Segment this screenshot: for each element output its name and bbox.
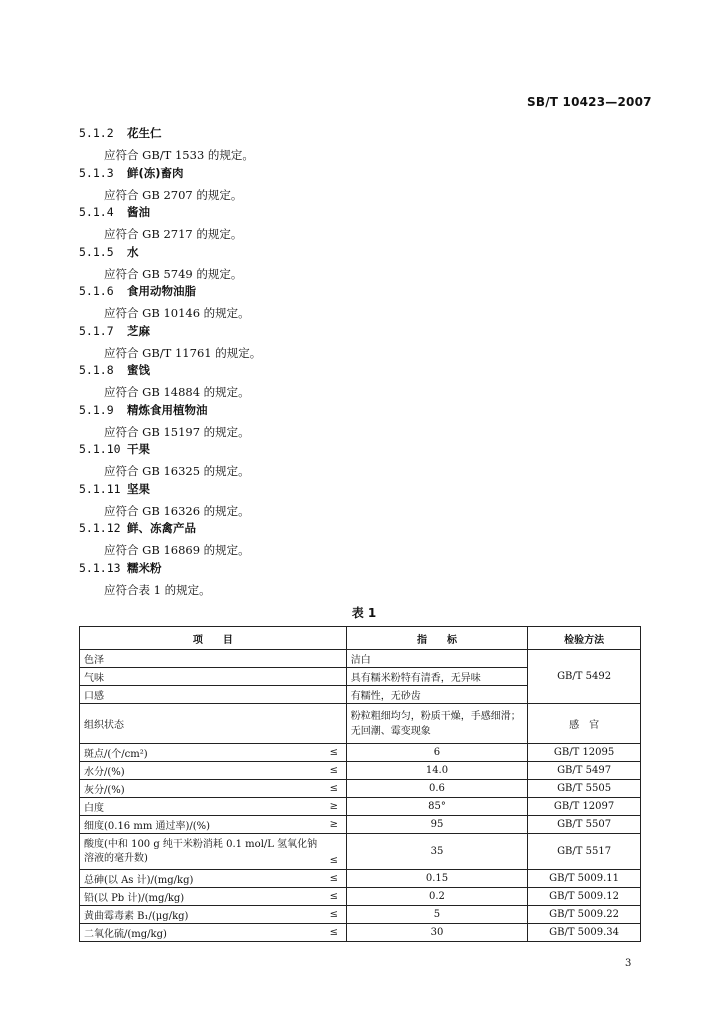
clause-body: 应符合 GB 2717 的规定。 <box>104 227 243 241</box>
clause-body: 应符合 GB 16326 的规定。 <box>104 503 250 518</box>
spec-table <box>79 626 641 942</box>
item-cell: 口感 <box>80 686 347 704</box>
clause-body: 应符合 GB 15197 的规定。 <box>104 424 250 439</box>
comparison-symbol: ≤ <box>329 747 338 758</box>
value-cell: 0.2 <box>346 888 527 906</box>
clause-number: 5.1.13 <box>79 560 121 575</box>
clause-5-1-4 <box>79 205 639 245</box>
clause-body: 应符合 GB 16869 的规定。 <box>104 543 250 557</box>
clause-5-1-7 <box>79 324 639 364</box>
clause-body: 应符合 GB/T 11761 的规定。 <box>104 345 262 360</box>
value-cell: 0.15 <box>346 870 527 888</box>
comparison-symbol: ≤ <box>329 873 338 884</box>
item-label: 黄曲霉毒素 B₁/(μg/kg) <box>84 911 189 922</box>
item-label: 总砷(以 As 计)/(mg/kg) <box>84 875 194 886</box>
comparison-symbol: ≥ <box>329 819 338 830</box>
standard-code: SB/T 10423—2007 <box>527 95 652 109</box>
table-row <box>80 704 641 744</box>
item-cell <box>80 798 347 816</box>
clause-5-1-2 <box>79 126 639 166</box>
clause-title: 鲜、冻禽产品 <box>127 521 196 535</box>
requirement-cell: 粉粒粗细均匀，粉质干燥，手感细滑；无回潮、霉变现象 <box>346 704 527 744</box>
table-caption: 表 1 <box>351 606 377 620</box>
item-cell <box>80 888 347 906</box>
method-cell: GB/T 5507 <box>528 816 641 834</box>
value-cell: 35 <box>346 834 527 870</box>
requirement-cell: 具有糯米粉特有清香，无异味 <box>346 668 527 686</box>
requirement-cell: 洁白 <box>346 650 527 668</box>
clause-number: 5.1.9 <box>79 402 114 417</box>
method-cell: GB/T 12095 <box>528 744 641 762</box>
clause-number: 5.1.3 <box>79 165 114 180</box>
item-label: 水分/(%) <box>84 767 125 778</box>
item-label: 斑点/(个/cm²) <box>84 749 148 760</box>
clause-title: 水 <box>127 244 139 259</box>
clause-number: 5.1.10 <box>79 442 121 456</box>
item-cell <box>80 924 347 942</box>
requirement-cell: 有糯性，无砂齿 <box>346 686 527 704</box>
table-row <box>80 870 641 888</box>
comparison-symbol: ≤ <box>329 909 338 920</box>
value-cell: 14.0 <box>346 762 527 780</box>
table-row <box>80 816 641 834</box>
comparison-symbol: ≤ <box>329 783 338 794</box>
item-label: 酸度(中和 100 g 纯干米粉消耗 0.1 mol/L 氢氧化钠溶液的毫升数) <box>84 838 318 864</box>
value-cell: 0.6 <box>346 780 527 798</box>
table-row <box>80 650 641 668</box>
item-cell <box>80 834 347 870</box>
method-cell: GB/T 5009.34 <box>528 924 641 942</box>
clause-body: 应符合 GB 14884 的规定。 <box>104 385 250 399</box>
item-cell <box>80 816 347 834</box>
item-label: 白度 <box>84 803 104 814</box>
value-cell: 85° <box>346 798 527 816</box>
table-row <box>80 888 641 906</box>
clause-number: 5.1.8 <box>79 363 114 377</box>
comparison-symbol: ≥ <box>329 801 338 812</box>
method-cell: GB/T 5009.11 <box>528 870 641 888</box>
clause-5-1-5 <box>79 245 639 285</box>
value-cell: 5 <box>346 906 527 924</box>
clause-5-1-11 <box>79 482 639 522</box>
item-label: 灰分/(%) <box>84 785 125 796</box>
header-requirement: 指 标 <box>346 627 527 650</box>
method-cell: GB/T 5517 <box>528 834 641 870</box>
table-row <box>80 834 641 870</box>
table-row <box>80 906 641 924</box>
header-method: 检验方法 <box>528 627 641 650</box>
clause-5-1-12 <box>79 521 639 561</box>
clause-title: 蜜饯 <box>127 363 150 377</box>
method-cell: GB/T 5497 <box>528 762 641 780</box>
method-cell: GB/T 5492 <box>528 650 641 704</box>
item-cell <box>80 762 347 780</box>
comparison-symbol: ≤ <box>329 765 338 776</box>
method-cell: GB/T 5009.22 <box>528 906 641 924</box>
method-cell: 感 官 <box>528 704 641 744</box>
table-row <box>80 924 641 942</box>
clause-5-1-9 <box>79 403 639 443</box>
clause-title: 鲜(冻)畜肉 <box>127 165 184 180</box>
clause-title: 花生仁 <box>127 126 162 140</box>
clause-number: 5.1.4 <box>79 205 114 219</box>
table-header-row <box>80 627 641 650</box>
clause-5-1-6 <box>79 284 639 324</box>
item-label: 二氧化硫/(mg/kg) <box>84 929 167 940</box>
table-row <box>80 780 641 798</box>
header-item: 项 目 <box>80 627 347 650</box>
clause-5-1-8 <box>79 363 639 403</box>
clause-5-1-13 <box>79 561 639 601</box>
clause-title: 干果 <box>127 442 150 456</box>
method-cell: GB/T 5009.12 <box>528 888 641 906</box>
clause-5-1-3 <box>79 166 639 206</box>
clause-number: 5.1.11 <box>79 481 121 496</box>
clause-body: 应符合 GB 2707 的规定。 <box>104 187 243 202</box>
clause-body: 应符合 GB 10146 的规定。 <box>104 306 250 320</box>
item-cell: 气味 <box>80 668 347 686</box>
clause-number: 5.1.7 <box>79 323 114 338</box>
clause-body: 应符合 GB 5749 的规定。 <box>104 266 243 281</box>
clause-title: 精炼食用植物油 <box>127 402 208 417</box>
comparison-symbol: ≤ <box>329 891 338 902</box>
method-cell: GB/T 5505 <box>528 780 641 798</box>
clause-title: 酱油 <box>127 205 150 219</box>
clause-list <box>79 126 639 600</box>
value-cell: 30 <box>346 924 527 942</box>
method-cell: GB/T 12097 <box>528 798 641 816</box>
table-row <box>80 798 641 816</box>
item-cell <box>80 744 347 762</box>
clause-body: 应符合 GB 16325 的规定。 <box>104 464 250 478</box>
table-row <box>80 744 641 762</box>
page-number: 3 <box>625 958 632 969</box>
comparison-symbol: ≤ <box>329 927 338 938</box>
clause-number: 5.1.6 <box>79 284 114 298</box>
clause-body: 应符合表 1 的规定。 <box>104 582 211 597</box>
item-cell <box>80 780 347 798</box>
item-label: 细度(0.16 mm 通过率)/(%) <box>84 821 211 832</box>
clause-number: 5.1.2 <box>79 126 114 140</box>
clause-body: 应符合 GB/T 1533 的规定。 <box>104 148 254 162</box>
table-row <box>80 762 641 780</box>
item-cell: 组织状态 <box>80 704 347 744</box>
item-cell: 色泽 <box>80 650 347 668</box>
value-cell: 95 <box>346 816 527 834</box>
clause-title: 食用动物油脂 <box>127 284 196 298</box>
clause-title: 芝麻 <box>127 323 150 338</box>
comparison-symbol: ≤ <box>329 854 338 866</box>
item-cell <box>80 906 347 924</box>
clause-title: 坚果 <box>127 481 150 496</box>
item-label: 铅(以 Pb 计)/(mg/kg) <box>84 893 185 904</box>
clause-5-1-10 <box>79 442 639 482</box>
value-cell: 6 <box>346 744 527 762</box>
item-cell <box>80 870 347 888</box>
clause-number: 5.1.12 <box>79 521 121 535</box>
clause-number: 5.1.5 <box>79 244 114 259</box>
clause-title: 糯米粉 <box>127 560 162 575</box>
